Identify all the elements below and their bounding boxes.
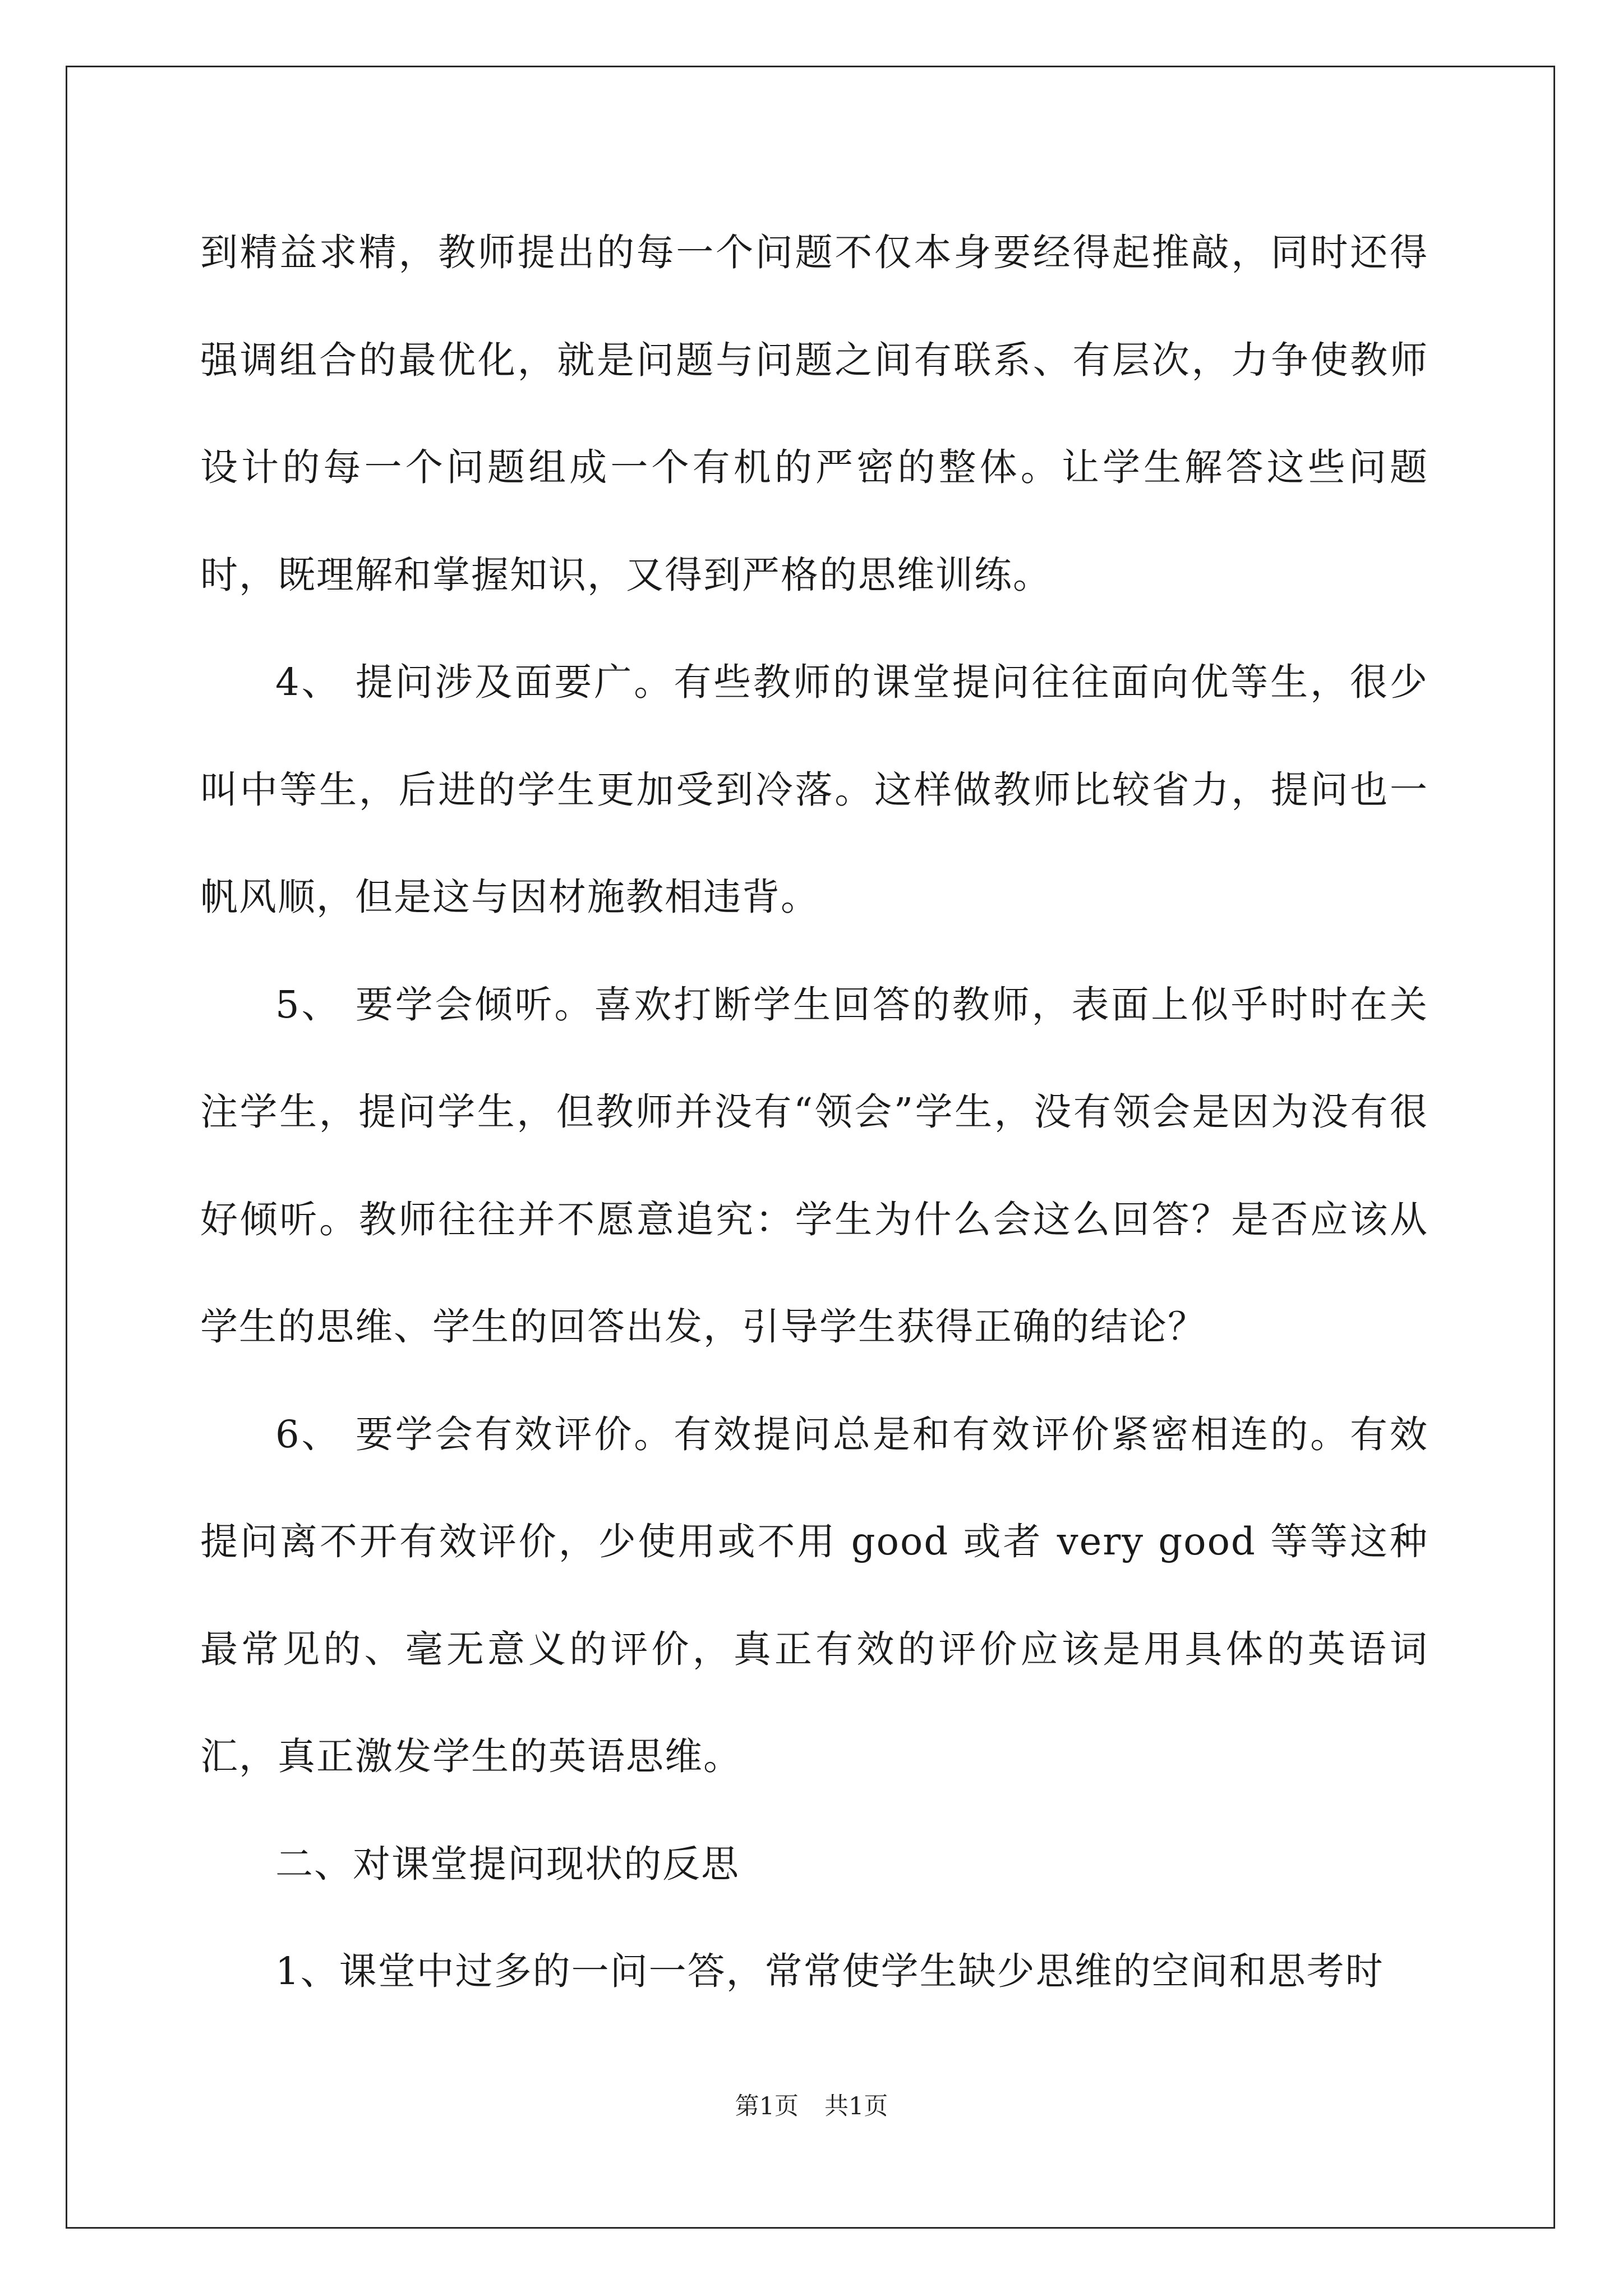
document-body <box>200 199 1428 2026</box>
page-number: 第1页 <box>735 2092 799 2120</box>
paragraph-section-item-1: 1、课堂中过多的一问一答，常常使学生缺少思维的空间和思考时 <box>275 1949 1384 1993</box>
page-total: 共1页 <box>824 2092 888 2120</box>
paragraph-continuation: 到精益求精，教师提出的每一个问题不仅本身要经得起推敲，同时还得强调组合的最优化，就是问题与问题之间有联系、有层次，力争使教师设计的每一个问题组成一个有机的严密的整体。让学生解答这些问题时，既理解和掌握知识，又得到严格的思维训练。 <box>200 231 1428 597</box>
paragraph-item-6: 6、 要学会有效评价。有效提问总是和有效评价紧密相连的。有效提问离不开有效评价，少使用或不用 good 或者 very good 等等这种最常见的、毫无意义的评价，真正有效的评价应该是用具体的英语词汇，真正激发学生的英语思维。 <box>200 1412 1428 1778</box>
section-heading: 二、对课堂提问现状的反思 <box>275 1842 740 1886</box>
paragraph-item-4: 4、 提问涉及面要广。有些教师的课堂提问往往面向优等生，很少叫中等生，后进的学生更加受到冷落。这样做教师比较省力，提问也一帆风顺，但是这与因材施教相违背。 <box>200 660 1428 919</box>
paragraph-item-5: 5、 要学会倾听。喜欢打断学生回答的教师，表面上似乎时时在关注学生，提问学生，但教师并没有“领会”学生，没有领会是因为没有很好倾听。教师往往并不愿意追究：学生为什么会这么回答？是否应该从学生的思维、学生的回答出发，引导学生获得正确的结论？ <box>200 982 1428 1349</box>
page-footer <box>0 2090 1623 2123</box>
